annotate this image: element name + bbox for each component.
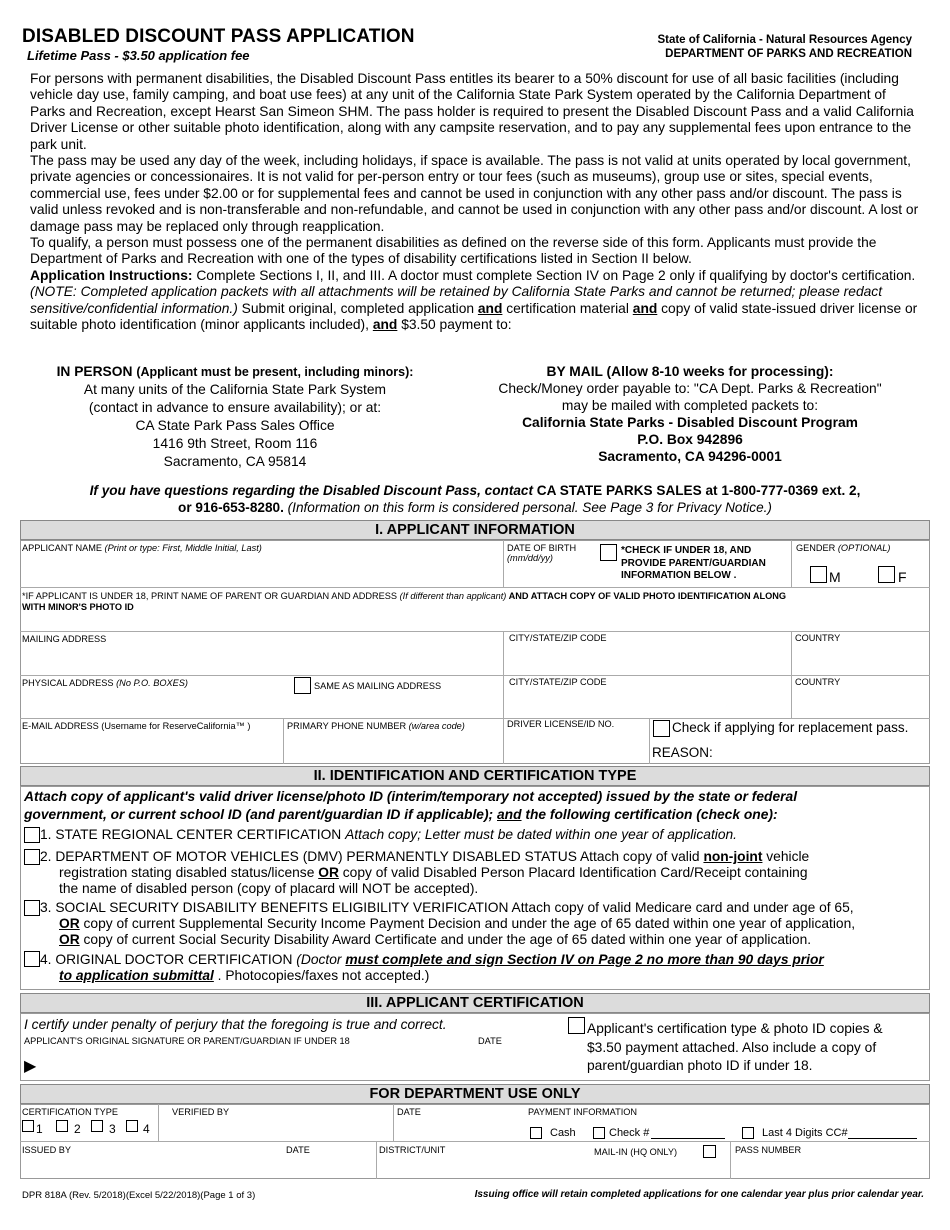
gender-m-label: M bbox=[829, 569, 841, 585]
by-mail-block bbox=[480, 363, 900, 465]
dept-date-label: DATE bbox=[397, 1107, 421, 1117]
in-person-line-2: (contact in advance to ensure availability); or at: bbox=[88, 400, 382, 415]
intro-text bbox=[30, 71, 920, 334]
retention-note: Issuing office will retain completed applications for one calendar year plus prior calendar year. bbox=[474, 1189, 924, 1200]
and-3: and bbox=[372, 317, 398, 333]
cert-type-2-label: 2 bbox=[74, 1122, 81, 1136]
gender-label: GENDER (OPTIONAL) bbox=[796, 543, 891, 553]
signature-label: APPLICANT'S ORIGINAL SIGNATURE OR PARENT/GUARDIAN IF UNDER 18 bbox=[24, 1036, 350, 1046]
questions-text-a: If you have questions regarding the Disabled Discount Pass, contact bbox=[89, 483, 537, 498]
cert-type-4-checkbox[interactable] bbox=[126, 1120, 138, 1132]
section-2-header: II. IDENTIFICATION AND CERTIFICATION TYPE bbox=[20, 766, 930, 786]
and-1: and bbox=[477, 300, 503, 316]
issued-date-label: DATE bbox=[286, 1145, 310, 1155]
physical-address-label: PHYSICAL ADDRESS (No P.O. BOXES) bbox=[22, 678, 188, 688]
agency-block bbox=[590, 33, 912, 61]
same-as-mailing-label: SAME AS MAILING ADDRESS bbox=[314, 681, 442, 691]
mailing-country-label: COUNTRY bbox=[795, 633, 841, 643]
physical-country-label: COUNTRY bbox=[795, 677, 841, 687]
questions-block bbox=[20, 482, 930, 516]
same-as-mailing-checkbox[interactable] bbox=[294, 677, 311, 694]
form-subtitle: Lifetime Pass - $3.50 application fee bbox=[27, 48, 250, 63]
intro-paragraph-2: The pass may be used any day of the week, including holidays, if space is available. The pass is not valid at units operated by local government, private agencies or concessionaires. It is not valid for per-person entry or tour fees (such as museums), group use or sites, special events, commercial use, fees under $2.00 or for supplemental fees and cannot be used in conjunction with any other pass and/or discount. The pass is valid unless revoked and is non-transferable and non-refundable, and cannot be used in conjunction with any other pass and/or discount. A lost or damage pass may be replaced only through reapplication. bbox=[30, 153, 919, 234]
instructions-text: Complete Sections I, II, and III. A doctor must complete Section IV on Page 2 only if qualifying by doctor's certification. bbox=[192, 267, 916, 283]
instructions-text-b: Submit original, completed application bbox=[237, 300, 478, 316]
signature-date-label: DATE bbox=[478, 1036, 502, 1046]
in-person-note: (Applicant must be present, including minors): bbox=[136, 365, 414, 379]
issued-by-label: ISSUED BY bbox=[22, 1145, 72, 1155]
mailing-city-label: CITY/STATE/ZIP CODE bbox=[509, 633, 607, 643]
by-mail-line-3: California State Parks - Disabled Discount Program bbox=[522, 415, 858, 430]
in-person-heading bbox=[30, 363, 440, 381]
dob-format: (mm/dd/yy) bbox=[507, 553, 553, 563]
phone-label: PRIMARY PHONE NUMBER (w/area code) bbox=[287, 721, 465, 731]
by-mail-line-2: may be mailed with completed packets to: bbox=[561, 398, 819, 413]
check-label: Check # bbox=[609, 1127, 650, 1139]
by-mail-line-1: Check/Money order payable to: "CA Dept. Parks & Recreation" bbox=[498, 381, 882, 396]
intro-paragraph-1: For persons with permanent disabilities, the Disabled Discount Pass entitles its bearer to a 50% discount for use of all basic facilities (including vehicle day use, family camping, and boat use fees) at any unit of the California State Park System operated by the California Department of Parks and Recreation, except Hearst San Simeon SHM. The pass holder is required to present the Disabled Discount Pass and a valid California Driver License or other suitable photo identification, along with any campsite reservation, and to pay any supplemental fees upon entrance to the park unit. bbox=[30, 71, 914, 152]
applicant-name-label: APPLICANT NAME (Print or type: First, Middle Initial, Last) bbox=[22, 543, 262, 553]
privacy-note: (Information on this form is considered personal. See Page 3 for Privacy Notice.) bbox=[283, 500, 772, 515]
cash-checkbox[interactable] bbox=[530, 1127, 542, 1139]
pass-number-label: PASS NUMBER bbox=[735, 1145, 802, 1155]
by-mail-line-4: P.O. Box 942896 bbox=[637, 432, 743, 447]
section-3-header: III. APPLICANT CERTIFICATION bbox=[20, 993, 930, 1013]
questions-line-2 bbox=[20, 499, 930, 516]
gender-f-checkbox[interactable] bbox=[878, 566, 895, 583]
option-3-label: 3. SOCIAL SECURITY DISABILITY BENEFITS ELIGIBILITY VERIFICATION Attach copy of valid Medicare card and under age of 65, OR copy of current Supplemental Security Income Payment Decision and under the age of 65 dated within one year of application, OR copy of current Social Security Disability Award Certificate and under the age of 65 dated within one year of application. bbox=[40, 900, 856, 947]
cert-type-4-label: 4 bbox=[143, 1122, 150, 1136]
attached-label: Applicant's certification type & photo ID copies & $3.50 payment attached. Also include a copy of parent/guardian photo ID if under 18. bbox=[587, 1021, 883, 1073]
verified-by-label: VERIFIED BY bbox=[172, 1107, 230, 1117]
dept-header: FOR DEPARTMENT USE ONLY bbox=[20, 1084, 930, 1104]
cert-type-3-label: 3 bbox=[109, 1122, 116, 1136]
in-person-line-1: At many units of the California State Park System bbox=[83, 382, 387, 397]
form-title: DISABLED DISCOUNT PASS APPLICATION bbox=[22, 26, 415, 47]
under-18-label: *CHECK IF UNDER 18, AND PROVIDE PARENT/GUARDIAN INFORMATION BELOW . bbox=[621, 545, 766, 581]
cc-label: Last 4 Digits CC# bbox=[762, 1127, 848, 1139]
instructions-text-d: copy of valid state-issued driver license or suitable photo identification (minor applicants included), bbox=[30, 300, 918, 333]
option-4-checkbox[interactable] bbox=[24, 951, 40, 967]
agency-line-1: State of California - Natural Resources Agency bbox=[657, 34, 912, 46]
cert-type-2-checkbox[interactable] bbox=[56, 1120, 68, 1132]
instructions-label: Application Instructions: bbox=[30, 267, 193, 283]
gender-m-checkbox[interactable] bbox=[810, 566, 827, 583]
cert-type-1-label: 1 bbox=[36, 1122, 43, 1136]
instructions-text-c: certification material bbox=[502, 300, 633, 316]
option-2-checkbox[interactable] bbox=[24, 849, 40, 865]
in-person-line-3: CA State Park Pass Sales Office bbox=[135, 418, 335, 433]
questions-phone: CA STATE PARKS SALES at 1-800-777-0369 ext. 2, bbox=[536, 483, 861, 498]
section-1-header: I. APPLICANT INFORMATION bbox=[20, 520, 930, 540]
option-2-label: 2. DEPARTMENT OF MOTOR VEHICLES (DMV) PERMANENTLY DISABLED STATUS Attach copy of valid non-joint vehicle registration stating disabled status/license OR copy of valid Disabled Person Placard Identification Card/Receipt containing the name of disabled person (copy of placard will NOT be accepted). bbox=[40, 849, 810, 896]
option-4-label: 4. ORIGINAL DOCTOR CERTIFICATION (Doctor must complete and sign Section IV on Page 2 no more than 90 days prior to application submittal . Photocopies/faxes not accepted.) bbox=[40, 952, 824, 983]
by-mail-line-5: Sacramento, CA 94296-0001 bbox=[598, 449, 782, 464]
in-person-line-4: 1416 9th Street, Room 116 bbox=[152, 436, 318, 451]
questions-phone-2: or 916-653-8280. bbox=[178, 500, 284, 515]
applicant-name-field[interactable] bbox=[22, 556, 500, 584]
by-mail-heading: BY MAIL (Allow 8-10 weeks for processing): bbox=[546, 364, 834, 379]
option-1-checkbox[interactable] bbox=[24, 827, 40, 843]
guardian-label-2: WITH MINOR'S PHOTO ID bbox=[22, 602, 134, 612]
cert-type-1-checkbox[interactable] bbox=[22, 1120, 34, 1132]
cert-type-label: CERTIFICATION TYPE bbox=[22, 1107, 118, 1117]
instructions-text-e: $3.50 payment to: bbox=[397, 317, 512, 333]
in-person-block bbox=[30, 363, 440, 471]
cc-checkbox[interactable] bbox=[742, 1127, 754, 1139]
cert-type-3-checkbox[interactable] bbox=[91, 1120, 103, 1132]
attached-checkbox[interactable] bbox=[568, 1017, 585, 1034]
form-number: DPR 818A (Rev. 5/2018)(Excel 5/22/2018)(Page 1 of 3) bbox=[22, 1190, 256, 1201]
payment-info-label: PAYMENT INFORMATION bbox=[528, 1107, 638, 1117]
in-person-line-5: Sacramento, CA 95814 bbox=[163, 454, 307, 469]
gender-f-label: F bbox=[898, 569, 907, 585]
email-label: E-MAIL ADDRESS (Username for ReserveCalifornia™ ) bbox=[22, 721, 251, 731]
district-unit-label: DISTRICT/UNIT bbox=[379, 1145, 446, 1155]
mailing-address-label: MAILING ADDRESS bbox=[22, 634, 107, 644]
signature-field[interactable] bbox=[40, 1052, 560, 1076]
signature-arrow-icon: ▶ bbox=[24, 1058, 37, 1075]
cash-label: Cash bbox=[550, 1127, 576, 1139]
intro-paragraph-4 bbox=[30, 268, 920, 334]
reason-label: REASON: bbox=[652, 745, 713, 760]
guardian-label: *IF APPLICANT IS UNDER 18, PRINT NAME OF PARENT OR GUARDIAN AND ADDRESS (If different than applicant) AND ATTACH COPY OF VALID PHOTO IDENTIFICATION ALONG bbox=[22, 591, 787, 601]
certify-text: I certify under penalty of perjury that the foregoing is true and correct. bbox=[24, 1017, 447, 1032]
option-1-label: 1. STATE REGIONAL CENTER CERTIFICATION Attach copy; Letter must be dated within one year of application. bbox=[40, 827, 738, 842]
section-2-intro: Attach copy of applicant's valid driver license/photo ID (interim/temporary not accepted) issued by the state or federal government, or current school ID (and parent/guardian ID if applicable); and the following certification (check one): bbox=[24, 789, 798, 822]
replacement-label: Check if applying for replacement pass. bbox=[672, 720, 909, 735]
in-person-title: IN PERSON bbox=[56, 364, 133, 379]
under-18-checkbox[interactable] bbox=[600, 544, 617, 561]
mail-in-checkbox[interactable] bbox=[703, 1145, 716, 1158]
and-2: and bbox=[632, 300, 658, 316]
questions-line-1 bbox=[20, 482, 930, 499]
replacement-checkbox[interactable] bbox=[653, 720, 670, 737]
physical-city-label: CITY/STATE/ZIP CODE bbox=[509, 677, 607, 687]
mail-in-label: MAIL-IN (HQ ONLY) bbox=[594, 1147, 678, 1157]
agency-line-2: DEPARTMENT OF PARKS AND RECREATION bbox=[665, 48, 912, 60]
license-label: DRIVER LICENSE/ID NO. bbox=[507, 719, 615, 729]
option-3-checkbox[interactable] bbox=[24, 900, 40, 916]
dob-label: DATE OF BIRTH bbox=[507, 543, 577, 553]
instructions-note: (NOTE: Completed application packets with all attachments will be retained by California State Parks and cannot be returned; please redact sensitive/confidential information.) bbox=[30, 284, 883, 316]
check-checkbox[interactable] bbox=[593, 1127, 605, 1139]
intro-paragraph-3: To qualify, a person must possess one of the permanent disabilities as defined on the reverse side of this form. Applicants must provide the Department of Parks and Recreation with one of the types of disability certifications listed in Section II below. bbox=[30, 235, 877, 267]
